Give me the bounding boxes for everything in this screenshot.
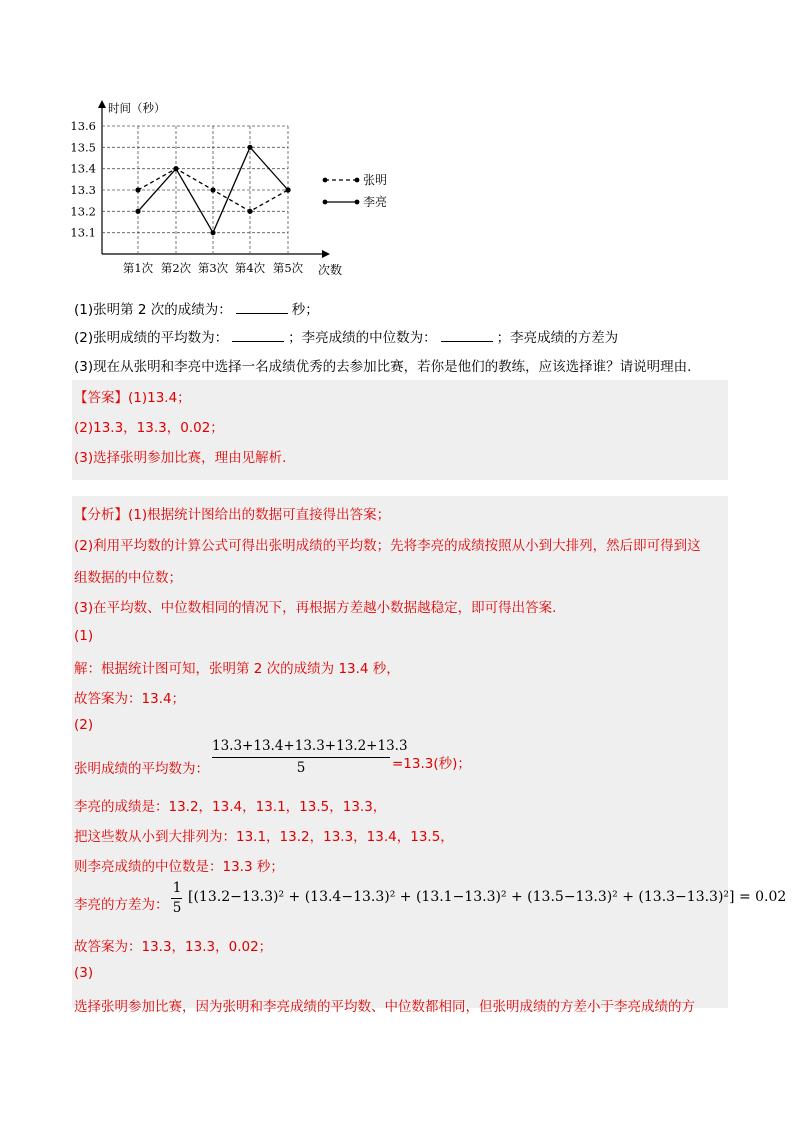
- y-tick-label: 13.1: [70, 225, 96, 240]
- question-3: (3)现在从张明和李亮中选择一名成绩优秀的去参加比赛，若你是他们的教练，应该选择谁？请说明理由.: [74, 359, 692, 375]
- legend-label: 张明: [363, 173, 388, 187]
- y-tick-label: 13.3: [70, 183, 96, 197]
- question-2: [74, 326, 618, 346]
- variance-expression: [(13.2−13.3)² + (13.4−13.3)² + (13.1−13.3)² + (13.5−13.3)² + (13.3−13.3)²] = 0.02: [188, 889, 787, 905]
- legend-marker: [355, 178, 360, 183]
- variance-label: 李亮的方差为：: [74, 897, 169, 913]
- solution-line-7: 选择张明参加比赛，因为张明和李亮成绩的平均数、中位数都相同，但张明成绩的方差小于李亮成绩的方: [74, 999, 695, 1015]
- y-tick-label: 13.2: [70, 204, 96, 219]
- data-point: [247, 145, 252, 150]
- mean-numerator: 13.3+13.4+13.3+13.2+13.3: [212, 738, 408, 754]
- x-tick-label: 第1次: [122, 261, 154, 275]
- data-point: [285, 187, 290, 192]
- answer-blank: [441, 341, 493, 342]
- y-tick-label: 13.4: [70, 161, 96, 176]
- solution-line-1: 解：根据统计图可知，张明第 2 次的成绩为 13.4 秒，: [74, 661, 400, 677]
- mean-denominator: 5: [296, 760, 306, 776]
- solution-part-1: (1): [74, 628, 94, 644]
- analysis-1: (1)根据统计图给出的数据可直接得出答案；: [128, 507, 391, 523]
- data-point: [135, 187, 140, 192]
- data-point: [135, 209, 140, 214]
- mean-label: 张明成绩的平均数为：: [74, 761, 209, 777]
- x-tick-label: 第3次: [197, 261, 229, 275]
- answer-blank: [232, 341, 284, 342]
- answer-line-1: [74, 386, 191, 406]
- data-point: [247, 209, 252, 214]
- answer-blank: [236, 313, 288, 314]
- solution-part-2: (2): [74, 717, 94, 733]
- question-1: [74, 298, 319, 318]
- solution-line-5: 则李亮成绩的中位数是：13.3 秒；: [74, 859, 284, 875]
- solution-line-2: 故答案为：13.4；: [74, 691, 186, 707]
- fraction-bar: [171, 898, 182, 899]
- question-1-text: (1)张明第 2 次的成绩为：: [74, 302, 232, 318]
- x-axis-arrow: [322, 250, 330, 258]
- answer-1: (1)13.4；: [128, 390, 191, 406]
- analysis-line-3: 组数据的中位数；: [74, 570, 182, 586]
- solution-line-3: 李亮的成绩是：13.2，13.4，13.1，13.5，13.3，: [74, 799, 387, 815]
- x-tick-label: 第5次: [272, 261, 304, 275]
- x-axis-title: 次数: [318, 263, 343, 277]
- y-tick-label: 13.5: [70, 140, 96, 155]
- solution-line-4: 把这些数从小到大排列为：13.1，13.2，13.3，13.4，13.5，: [74, 829, 454, 845]
- solution-line-6: 故答案为：13.3，13.3，0.02；: [74, 939, 273, 955]
- legend-marker: [355, 200, 360, 205]
- analysis-label: 【分析】: [74, 507, 128, 523]
- question-2-text-c: ；李亮成绩的方差为: [496, 330, 619, 346]
- data-point: [210, 187, 215, 192]
- analysis-line-2: (2)利用平均数的计算公式可得出张明成绩的平均数；先将李亮的成绩按照从小到大排列，然后即可得到这: [74, 538, 701, 554]
- fraction-bar: [212, 757, 390, 758]
- y-tick-label: 13.6: [70, 119, 96, 133]
- answer-line-3: (3)选择张明参加比赛，理由见解析.: [74, 450, 287, 466]
- question-1-unit: 秒；: [291, 302, 319, 318]
- question-2-text-b: ；李亮成绩的中位数为：: [288, 330, 437, 346]
- analysis-line-4: (3)在平均数、中位数相同的情况下，再根据方差越小数据越稳定，即可得出答案.: [74, 600, 557, 616]
- mean-result: =13.3(秒)；: [392, 756, 471, 772]
- legend-marker: [323, 178, 328, 183]
- legend-marker: [323, 200, 328, 205]
- variance-denominator: 5: [172, 900, 182, 916]
- answer-line-2: (2)13.3，13.3，0.02；: [74, 420, 224, 436]
- legend-label: 李亮: [363, 195, 388, 209]
- question-2-text-a: (2)张明成绩的平均数为：: [74, 330, 229, 346]
- data-point: [173, 166, 178, 171]
- variance-numerator: 1: [172, 880, 182, 896]
- answer-label: 【答案】: [74, 390, 128, 406]
- solution-part-3: (3): [74, 965, 94, 981]
- x-tick-label: 第2次: [160, 261, 192, 275]
- line-chart: [60, 96, 388, 286]
- data-point: [210, 230, 215, 235]
- analysis-line-1: [74, 503, 390, 523]
- x-tick-label: 第4次: [234, 261, 266, 275]
- y-axis-title: 时间（秒）: [108, 101, 166, 115]
- y-axis-arrow: [98, 100, 106, 108]
